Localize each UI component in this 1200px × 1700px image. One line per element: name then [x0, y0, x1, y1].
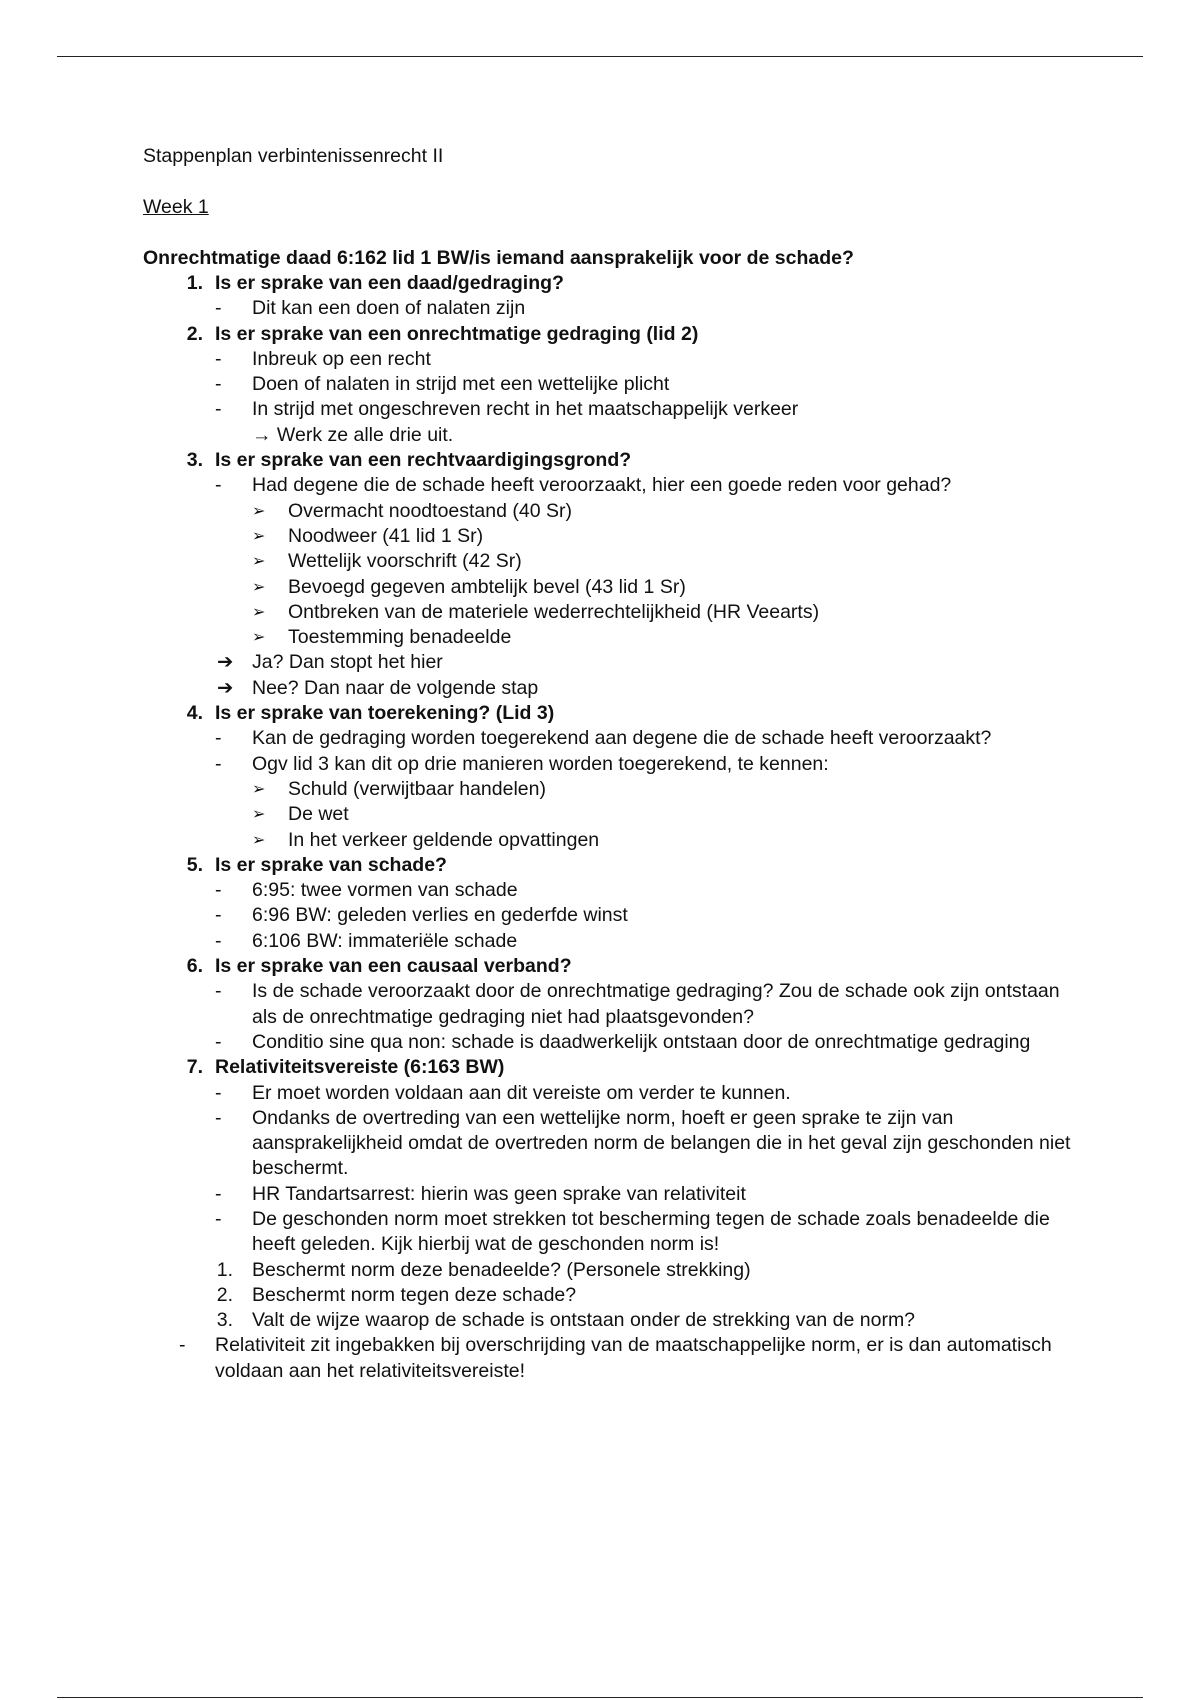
- list-item: [143, 296, 1083, 321]
- step-1-title: [143, 271, 1083, 296]
- sub-list-item: [143, 575, 1083, 600]
- list-item: [143, 1207, 1083, 1258]
- list-item: [143, 752, 1083, 777]
- sub-list-item: [143, 499, 1083, 524]
- arrowhead-bullet-icon: ➢: [252, 578, 266, 596]
- sub-list-item: [143, 802, 1083, 827]
- dash-bullet: -: [215, 879, 222, 902]
- list-item-text: Er moet worden voldaan aan dit vereiste om verder te kunnen.: [252, 1081, 791, 1104]
- sub-list-item-text: Noodweer (41 lid 1 Sr): [288, 524, 484, 547]
- list-item: [143, 878, 1083, 903]
- dash-bullet: -: [215, 398, 222, 421]
- step-number: 6.: [186, 955, 203, 978]
- dash-bullet: -: [215, 727, 222, 750]
- question-text: Beschermt norm deze benadeelde? (Personele strekking): [252, 1258, 751, 1281]
- numbered-question: [143, 1308, 1083, 1333]
- top-rule: [57, 56, 1143, 57]
- step-title: Is er sprake van een causaal verband?: [215, 955, 572, 978]
- arrowhead-bullet-icon: ➢: [252, 806, 266, 824]
- list-item-text: 6:96 BW: geleden verlies en gederfde winst: [252, 904, 628, 927]
- sub-list-item-text: In het verkeer geldende opvattingen: [288, 828, 600, 851]
- bold-arrow-icon: ➔: [217, 651, 234, 674]
- step-title: Is er sprake van een onrechtmatige gedraging (lid 2): [215, 322, 699, 345]
- sub-list-item: [143, 828, 1083, 853]
- dash-bullet: -: [215, 297, 222, 320]
- arrow-icon: →: [252, 423, 277, 446]
- dash-bullet: -: [215, 1106, 222, 1129]
- sub-list-item-text: Wettelijk voorschrift (42 Sr): [288, 550, 522, 573]
- sub-list-item-text: Toestemming benadeelde: [288, 626, 512, 649]
- step-5-title: [143, 853, 1083, 878]
- outcome-item: [143, 650, 1083, 675]
- outcome-item: [143, 676, 1083, 701]
- bottom-rule: [57, 1697, 1143, 1698]
- sub-list-item: [143, 777, 1083, 802]
- arrow-note: [143, 423, 1083, 448]
- list-item-text: In strijd met ongeschreven recht in het maatschappelijk verkeer: [252, 398, 799, 421]
- step-2-title: [143, 322, 1083, 347]
- sub-list-item-text: Overmacht noodtoestand (40 Sr): [288, 499, 572, 522]
- step-number: 5.: [186, 853, 203, 876]
- dash-bullet: -: [215, 474, 222, 497]
- dash-bullet: -: [215, 929, 222, 952]
- question-number: 3.: [216, 1309, 233, 1332]
- document-title: Stappenplan verbintenissenrecht II: [143, 145, 444, 167]
- document-body: [143, 144, 1083, 1384]
- list-item-text: 6:106 BW: immateriële schade: [252, 929, 518, 952]
- step-7-title: [143, 1055, 1083, 1080]
- dash-bullet: -: [215, 347, 222, 370]
- list-item-text: Dit kan een doen of nalaten zijn: [252, 297, 526, 320]
- list-item: [143, 1106, 1083, 1182]
- question-text: Beschermt norm tegen deze schade?: [252, 1283, 577, 1306]
- dash-bullet: -: [215, 980, 222, 1003]
- dash-bullet: -: [179, 1334, 186, 1357]
- step-title: Is er sprake van schade?: [215, 853, 447, 876]
- list-item: [143, 372, 1083, 397]
- list-item: [143, 929, 1083, 954]
- sub-list-item-text: Schuld (verwijtbaar handelen): [288, 777, 546, 800]
- step-4-title: [143, 701, 1083, 726]
- list-item: [143, 397, 1083, 422]
- list-item-text: Had degene die de schade heeft veroorzaakt, hier een goede reden voor gehad?: [252, 474, 952, 497]
- question-number: 1.: [216, 1258, 233, 1281]
- dash-bullet: -: [215, 1182, 222, 1205]
- list-item-text: Ogv lid 3 kan dit op drie manieren worden toegerekend, te kennen:: [252, 752, 829, 775]
- numbered-question: [143, 1258, 1083, 1283]
- week-heading: Week 1: [143, 196, 209, 218]
- list-item: [143, 979, 1083, 1030]
- arrowhead-bullet-icon: ➢: [252, 502, 266, 520]
- outcome-text: Ja? Dan stopt het hier: [252, 651, 443, 674]
- step-number: 2.: [186, 322, 203, 345]
- list-item-text: Ondanks de overtreding van een wettelijke norm, hoeft er geen sprake te zijn van aansprakelijkheid omdat de overtreden norm de belangen die in het geval zijn geschonden niet beschermt.: [252, 1106, 1071, 1180]
- list-item-text: Doen of nalaten in strijd met een wettelijke plicht: [252, 373, 670, 396]
- step-6-title: [143, 954, 1083, 979]
- list-item: [143, 1030, 1083, 1055]
- step-3-title: [143, 448, 1083, 473]
- list-item-text: De geschonden norm moet strekken tot bescherming tegen de schade zoals benadeelde die heeft geleden. Kijk hierbij wat de geschonden norm is!: [252, 1207, 1050, 1256]
- arrowhead-bullet-icon: ➢: [252, 780, 266, 798]
- list-item-text: Is de schade veroorzaakt door de onrechtmatige gedraging? Zou de schade ook zijn ontstaan als de onrechtmatige gedraging niet had plaatsgevonden?: [252, 980, 1060, 1028]
- closing-note-text: Relativiteit zit ingebakken bij overschrijding van de maatschappelijke norm, er is dan automatisch voldaan aan het relativiteitsvereiste!: [215, 1334, 1052, 1382]
- list-item: [143, 347, 1083, 372]
- closing-note: [143, 1333, 1083, 1384]
- list-item-text: Inbreuk op een recht: [252, 347, 431, 370]
- arrowhead-bullet-icon: ➢: [252, 527, 266, 545]
- step-number: 1.: [186, 272, 203, 294]
- step-title: Is er sprake van een rechtvaardigingsgrond?: [215, 449, 632, 472]
- list-item: [143, 726, 1083, 751]
- section-heading: Onrechtmatige daad 6:162 lid 1 BW/is iemand aansprakelijk voor de schade?: [143, 247, 854, 269]
- sub-list-item: [143, 549, 1083, 574]
- dash-bullet: -: [215, 1207, 222, 1230]
- sub-list-item-text: Bevoegd gegeven ambtelijk bevel (43 lid 1 Sr): [288, 575, 686, 598]
- list-item-text: Conditio sine qua non: schade is daadwerkelijk ontstaan door de onrechtmatige gedraging: [252, 1030, 1031, 1053]
- arrowhead-bullet-icon: ➢: [252, 553, 266, 571]
- step-number: 7.: [186, 1056, 203, 1079]
- dash-bullet: -: [215, 373, 222, 396]
- sub-list-item: [143, 600, 1083, 625]
- arrowhead-bullet-icon: ➢: [252, 831, 266, 849]
- numbered-question: [143, 1283, 1083, 1308]
- arrow-note-text: Werk ze alle drie uit.: [276, 423, 454, 446]
- list-item: [143, 1182, 1083, 1207]
- step-number: 4.: [186, 702, 203, 725]
- sub-list-item-text: Ontbreken van de materiele wederrechtelijkheid (HR Veearts): [288, 600, 820, 623]
- list-item-text: HR Tandartsarrest: hierin was geen sprake van relativiteit: [252, 1182, 746, 1205]
- list-item: [143, 473, 1083, 498]
- step-title: Is er sprake van toerekening? (Lid 3): [215, 702, 555, 725]
- outcome-text: Nee? Dan naar de volgende stap: [252, 676, 539, 699]
- sub-list-item-text: De wet: [288, 803, 349, 826]
- list-item: [143, 903, 1083, 928]
- sub-list-item: [143, 625, 1083, 650]
- step-number: 3.: [186, 449, 203, 472]
- bold-arrow-icon: ➔: [217, 676, 234, 699]
- dash-bullet: -: [215, 752, 222, 775]
- list-item: [143, 1081, 1083, 1106]
- arrowhead-bullet-icon: ➢: [252, 629, 266, 647]
- sub-list-item: [143, 524, 1083, 549]
- list-item-text: 6:95: twee vormen van schade: [252, 879, 518, 902]
- question-text: Valt de wijze waarop de schade is ontstaan onder de strekking van de norm?: [252, 1309, 916, 1332]
- question-number: 2.: [216, 1283, 233, 1306]
- step-title: Relativiteitsvereiste (6:163 BW): [215, 1056, 505, 1079]
- dash-bullet: -: [215, 1030, 222, 1053]
- arrowhead-bullet-icon: ➢: [252, 603, 266, 621]
- dash-bullet: -: [215, 904, 222, 927]
- dash-bullet: -: [215, 1081, 222, 1104]
- list-item-text: Kan de gedraging worden toegerekend aan degene die de schade heeft veroorzaakt?: [252, 727, 992, 750]
- step-title: Is er sprake van een daad/gedraging?: [215, 272, 564, 294]
